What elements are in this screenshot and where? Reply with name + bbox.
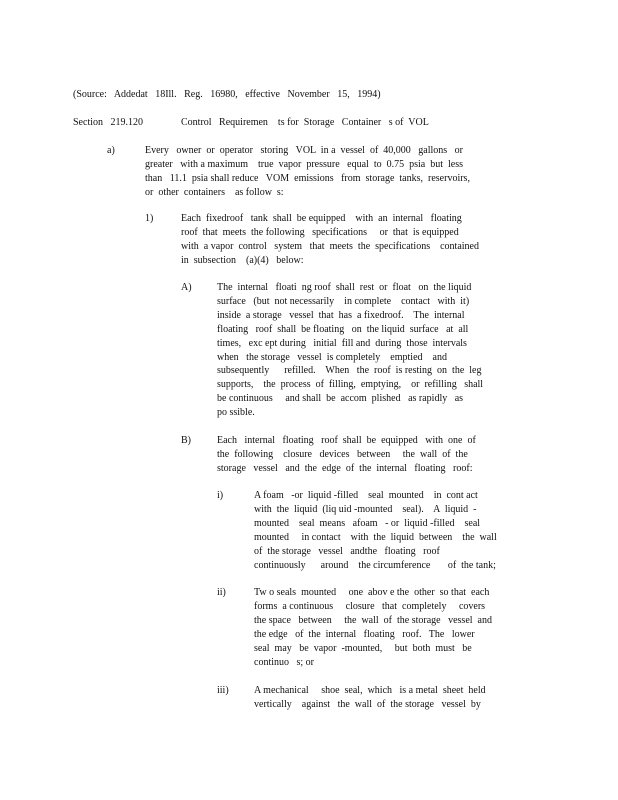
para-B-label: B): [181, 435, 191, 446]
para-A-label: A): [181, 282, 192, 293]
text-line: the edge of the internal floating roof. The lower: [254, 628, 475, 640]
section-number: Section 219.120: [73, 117, 143, 128]
text-line: be continuous and shall be accom plished as rapidly as: [217, 393, 464, 405]
text-line: Every owner or operator storing VOL in a vessel of 40,000 gallons or: [145, 145, 463, 156]
para-ii-text: [254, 586, 492, 669]
text-line: seal may be vapor -mounted, but both must be: [254, 642, 472, 654]
section-title: Control Requiremen ts for Storage Container s of VOL: [181, 117, 429, 128]
para-1-label: 1): [145, 213, 154, 224]
text-line: roof that meets the following specifications or that is equipped: [181, 226, 459, 238]
text-line: storage vessel and the edge of the internal floating roof:: [217, 462, 473, 474]
text-line: forms a continuous closure that completely covers: [254, 600, 486, 612]
para-a-text: [145, 144, 470, 200]
text-line: in subsection (a)(4) below:: [181, 254, 304, 266]
text-line: supports, the process of filling, emptying, or refilling shall: [217, 379, 484, 391]
para-1-text: [181, 212, 479, 268]
text-line: Tw o seals mounted one abov e the other so that each: [254, 587, 490, 598]
text-line: mounted seal means afoam - or liquid -filled seal: [254, 517, 481, 529]
text-line: with a vapor control system that meets the specifications contained: [181, 240, 479, 252]
text-line: than 11.1 psia shall reduce VOM emissions from storage tanks, reservoirs,: [145, 172, 470, 184]
para-iii-label: iii): [217, 685, 229, 696]
text-line: greater with a maximum true vapor pressure equal to 0.75 psia but less: [145, 158, 463, 170]
text-line: inside a storage vessel that has a fixedroof. The internal: [217, 309, 465, 321]
text-line: continuo s; or: [254, 656, 314, 668]
para-i-text: [254, 489, 497, 572]
text-line: the following closure devices between the wall of the: [217, 448, 468, 460]
text-line: Each internal floating roof shall be equipped with one of: [217, 435, 476, 446]
text-line: vertically against the wall of the storage vessel by: [254, 698, 481, 710]
text-line: mounted in contact with the liquid between the wall: [254, 531, 497, 543]
text-line: when the storage vessel is completely emptied and: [217, 351, 447, 363]
text-line: subsequently refilled. When the roof is resting on the leg: [217, 365, 482, 377]
text-line: floating roof shall be floating on the liquid surface at all: [217, 323, 469, 335]
para-i-label: i): [217, 490, 224, 501]
text-line: Each fixedroof tank shall be equipped with an internal floating: [181, 213, 462, 224]
para-ii-label: ii): [217, 587, 226, 598]
text-line: A foam -or liquid -filled seal mounted in cont act: [254, 490, 478, 501]
para-B-text: [217, 434, 476, 476]
para-A-text: [217, 281, 483, 420]
para-a-label: a): [107, 145, 115, 156]
source-citation: (Source: Addedat 18Ill. Reg. 16980, effective November 15, 1994): [73, 89, 381, 100]
text-line: the space between the wall of the storage vessel and: [254, 614, 492, 626]
text-line: po ssible.: [217, 407, 255, 419]
para-iii-text: [254, 684, 486, 712]
text-line: A mechanical shoe seal, which is a metal sheet held: [254, 685, 486, 696]
text-line: continuously around the circumference of the tank;: [254, 559, 496, 571]
text-line: or other containers as follow s:: [145, 186, 284, 198]
text-line: surface (but not necessarily in complete contact with it): [217, 295, 470, 307]
text-line: with the liquid (liq uid -mounted seal). A liquid -: [254, 503, 477, 515]
text-line: The internal floati ng roof shall rest or float on the liquid: [217, 282, 472, 293]
text-line: times, exc ept during initial fill and during those intervals: [217, 337, 467, 349]
text-line: of the storage vessel andthe floating roof: [254, 545, 440, 557]
